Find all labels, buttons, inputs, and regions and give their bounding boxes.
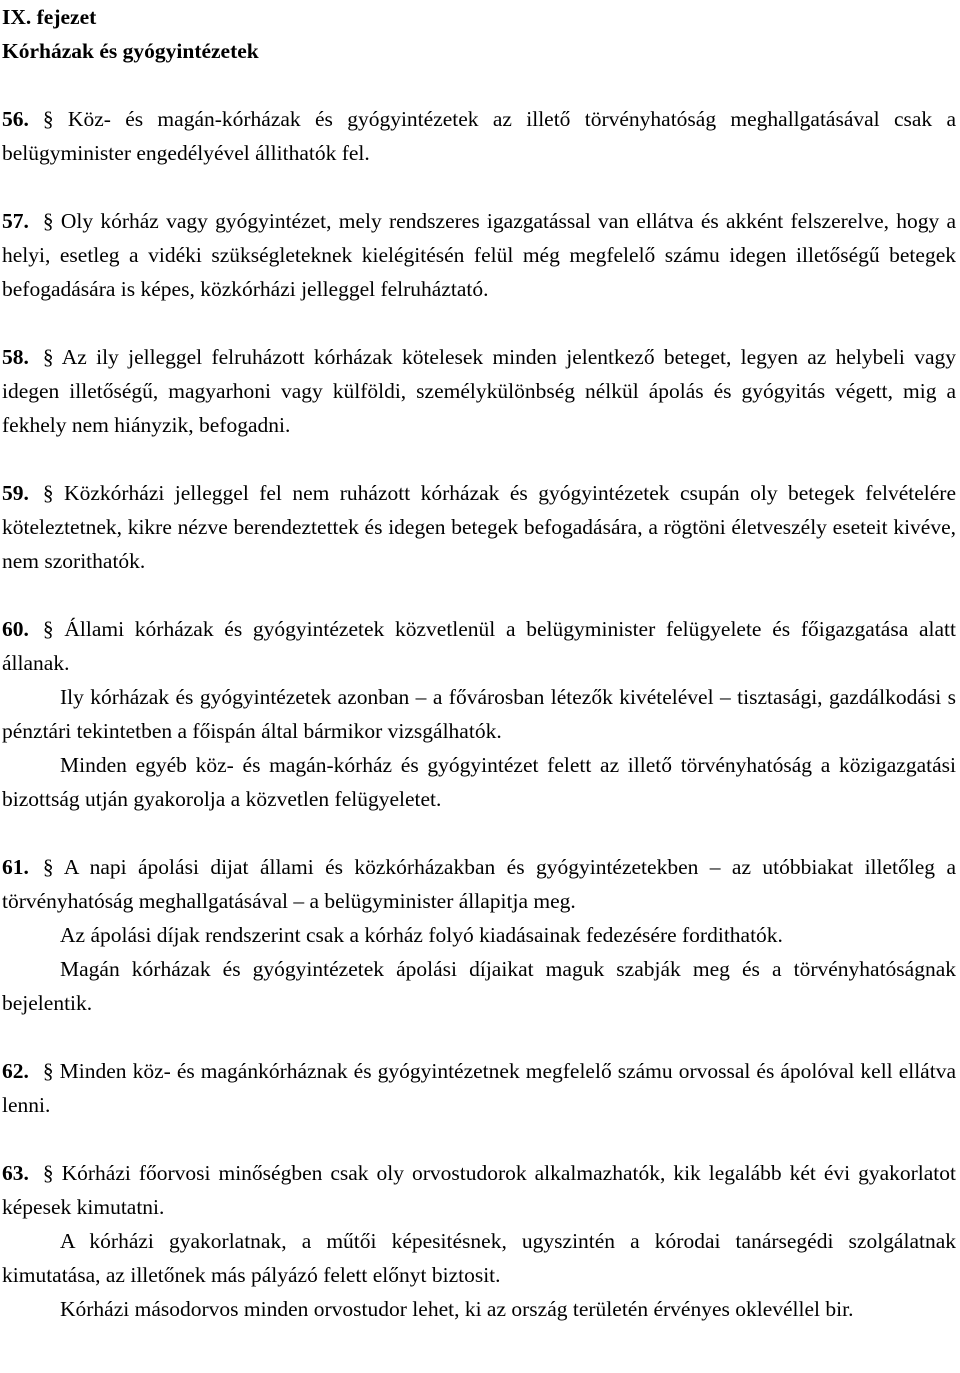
chapter-heading [2, 0, 956, 68]
chapter-label: IX. fejezet [2, 5, 97, 29]
section-mark: § [42, 1059, 54, 1083]
section-mark: § [42, 481, 54, 505]
section-60 [2, 612, 956, 816]
section-paragraph: Ily kórházak és gyógyintézetek azonban – a fővárosban létezők kivételével – tisztasági, gazdálkodási s pénztári tekintetben a főispán által bármikor vizsgálhatók. [2, 685, 956, 743]
section-63 [2, 1156, 956, 1326]
section-paragraph: Magán kórházak és gyógyintézetek ápolási díjaikat maguk szabják meg és a törvényhatóságnak bejelentik. [2, 957, 956, 1015]
section-number: 58. [2, 345, 29, 369]
paragraph-text: Köz- és magán-kórházak és gyógyintézetek az illető törvényhatóság meghallgatásával csak a belügyminister engedélyével állithatók fel. [2, 107, 956, 165]
section-paragraph [2, 102, 956, 170]
section-number: 59. [2, 481, 29, 505]
section-paragraph: A kórházi gyakorlatnak, a műtői képesitésnek, ugyszintén a kórodai tanársegédi szolgálatnak kimutatása, az illetőnek más pályázó felett előnyt biztosit. [2, 1229, 956, 1287]
section-number: 63. [2, 1161, 29, 1185]
section-paragraph: Kórházi másodorvos minden orvostudor lehet, ki az ország területén érvényes oklevéllel bir. [60, 1297, 854, 1321]
paragraph-text: Az ily jelleggel felruházott kórházak kötelesek minden jelentkező beteget, legyen az helybeli vagy idegen illetőségű, magyarhoni vagy külföldi, személykülönbség nélkül ápolás és gyógyitás végett, mig a fekhely nem hiányzik, befogadni. [2, 345, 956, 437]
chapter-title: Kórházak és gyógyintézetek [2, 39, 259, 63]
section-mark: § [42, 345, 54, 369]
section-mark: § [42, 617, 54, 641]
section-mark: § [42, 107, 54, 131]
section-mark: § [42, 209, 54, 233]
section-paragraph [2, 612, 956, 680]
section-mark: § [42, 855, 54, 879]
section-paragraph: Az ápolási díjak rendszerint csak a kórház folyó kiadásainak fedezésére fordithatók. [60, 923, 783, 947]
section-paragraph [2, 340, 956, 442]
section-number: 56. [2, 107, 29, 131]
section-paragraph: Minden egyéb köz- és magán-kórház és gyógyintézet felett az illető törvényhatóság a közigazgatási bizottság utján gyakorolja a közvetlen felügyeletet. [2, 753, 956, 811]
section-number: 60. [2, 617, 29, 641]
section-mark: § [42, 1161, 54, 1185]
sections-list [2, 102, 956, 1326]
section-paragraph [2, 850, 956, 918]
section-number: 62. [2, 1059, 29, 1083]
section-56 [2, 102, 956, 170]
section-62 [2, 1054, 956, 1122]
section-paragraph [2, 1156, 956, 1224]
section-59 [2, 476, 956, 578]
section-paragraph [2, 476, 956, 578]
section-57 [2, 204, 956, 306]
section-number: 57. [2, 209, 29, 233]
paragraph-text: Kórházi főorvosi minőségben csak oly orvostudorok alkalmazhatók, kik legalább két évi gyakorlatot képesek kimutatni. [2, 1161, 956, 1219]
paragraph-text: Oly kórház vagy gyógyintézet, mely rendszeres igazgatással van ellátva és akként felszerelve, hogy a helyi, esetleg a vidéki szükségleteknek kielégitésén felül még megfelelő számu idegen illetőségű betegek befogadására is képes, közkórházi jelleggel felruháztató. [2, 209, 956, 301]
paragraph-text: Minden köz- és magánkórháznak és gyógyintézetnek megfelelő számu orvossal és ápolóval kell ellátva lenni. [2, 1059, 956, 1117]
section-paragraph [2, 204, 956, 306]
section-paragraph [2, 1054, 956, 1122]
section-58 [2, 340, 956, 442]
section-61 [2, 850, 956, 1020]
paragraph-text: Állami kórházak és gyógyintézetek közvetlenül a belügyminister felügyelete és főigazgatása alatt állanak. [2, 617, 956, 675]
paragraph-text: A napi ápolási dijat állami és közkórházakban és gyógyintézetekben – az utóbbiakat illetőleg a törvényhatóság meghallgatásával – a belügyminister állapitja meg. [2, 855, 956, 913]
paragraph-text: Közkórházi jelleggel fel nem ruházott kórházak és gyógyintézetek csupán oly betegek felvételére köteleztetnek, kikre nézve berendeztettek és idegen betegek befogadására, a rögtöni életveszély eseteit kivéve, nem szorithatók. [2, 481, 956, 573]
section-number: 61. [2, 855, 29, 879]
